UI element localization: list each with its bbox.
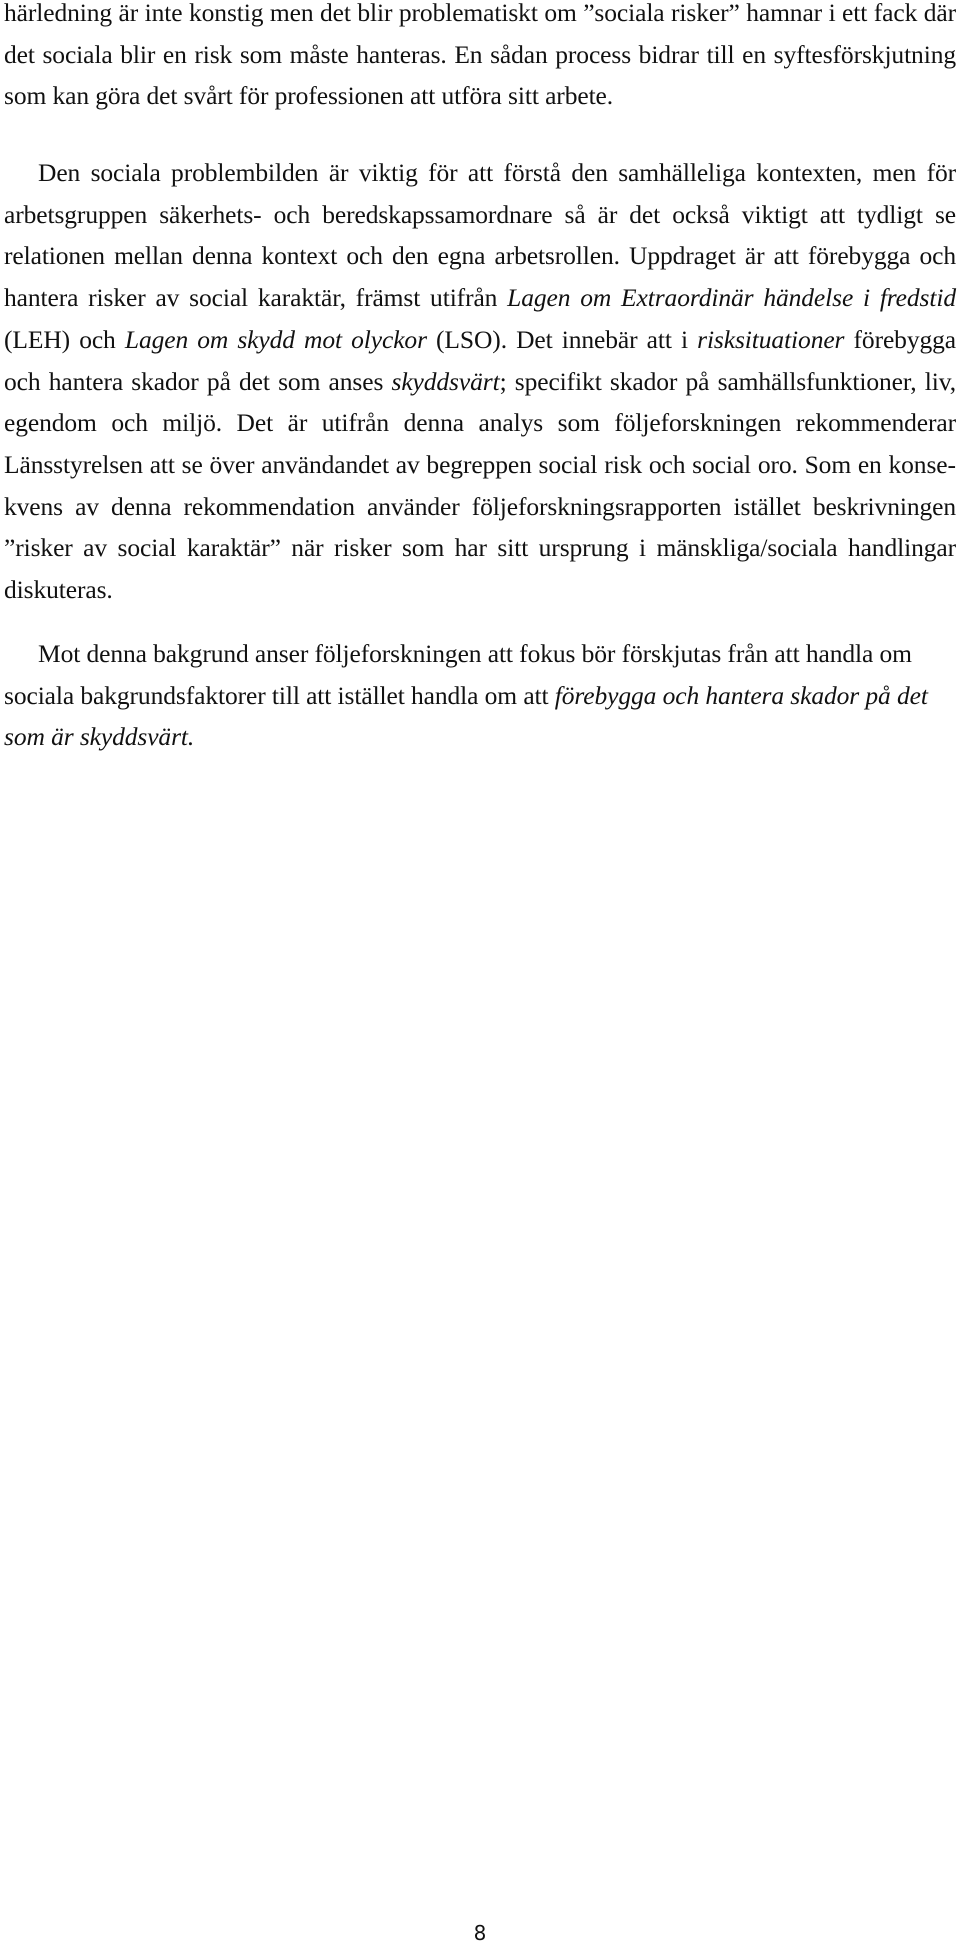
paragraph-2-text-4: förebygga och hantera skador på det som anses <box>4 324 956 396</box>
paragraph-2 <box>4 152 956 611</box>
paragraph-3-emphasis: förebygga och hantera skador på det som är skyddsvärt. <box>4 680 928 752</box>
paragraph-1-text: härledning är inte konstig men det blir problematiskt om ”sociala risker” hamnar i ett fack där det sociala blir en risk som måste hanteras. En sådan process bidrar till en syftesförskjutning som kan göra det svårt för professionen att utföra sitt arbete. <box>4 0 956 111</box>
paragraph-2-text-2: (LEH) och <box>4 324 125 354</box>
paragraph-1 <box>4 0 956 117</box>
law-lso-title: Lagen om skydd mot olyckor <box>124 324 427 354</box>
paragraph-3 <box>4 633 956 758</box>
law-leh-title: Lagen om Extraordinär händelse i fredstid <box>507 283 956 313</box>
term-risksituationer: risksituationer <box>697 324 845 354</box>
paragraph-2-text-3: (LSO). Det innebär att i <box>426 324 698 354</box>
paragraph-3-text: Mot denna bakgrund anser följeforskningen att fokus bör förskjutas från att handla om sociala bakgrundsfaktorer till att istället handla om att <box>4 639 912 710</box>
paragraph-2-text-1: Den sociala problembilden är viktig för att förstå den samhälleliga kontexten, men för arbetsgruppen säkerhets- och beredskapssamordnare så är det också viktigt att tydligt se relationen mellan denna kontext och den egna arbetsrollen. Uppdraget är att förebygga och hantera risker av social karaktär, främst utifrån <box>4 158 956 313</box>
page-number: 8 <box>473 1921 487 1945</box>
term-skyddsvart: skyddsvärt <box>391 366 500 396</box>
paragraph-2-text-5: ; specifikt skador på samhällsfunktioner, liv, egendom och miljö. Det är utifrån denna analys som följeforskningen rekommenderar Länsstyrelsen att se över användandet av begreppen social risk och social oro. Som en konsekvens av denna rekommendation använder följeforskningsrapporten istället beskrivningen ”risker av social karaktär” när risker som har sitt ursprung i mänskliga/sociala handlingar diskuteras. <box>4 366 956 605</box>
